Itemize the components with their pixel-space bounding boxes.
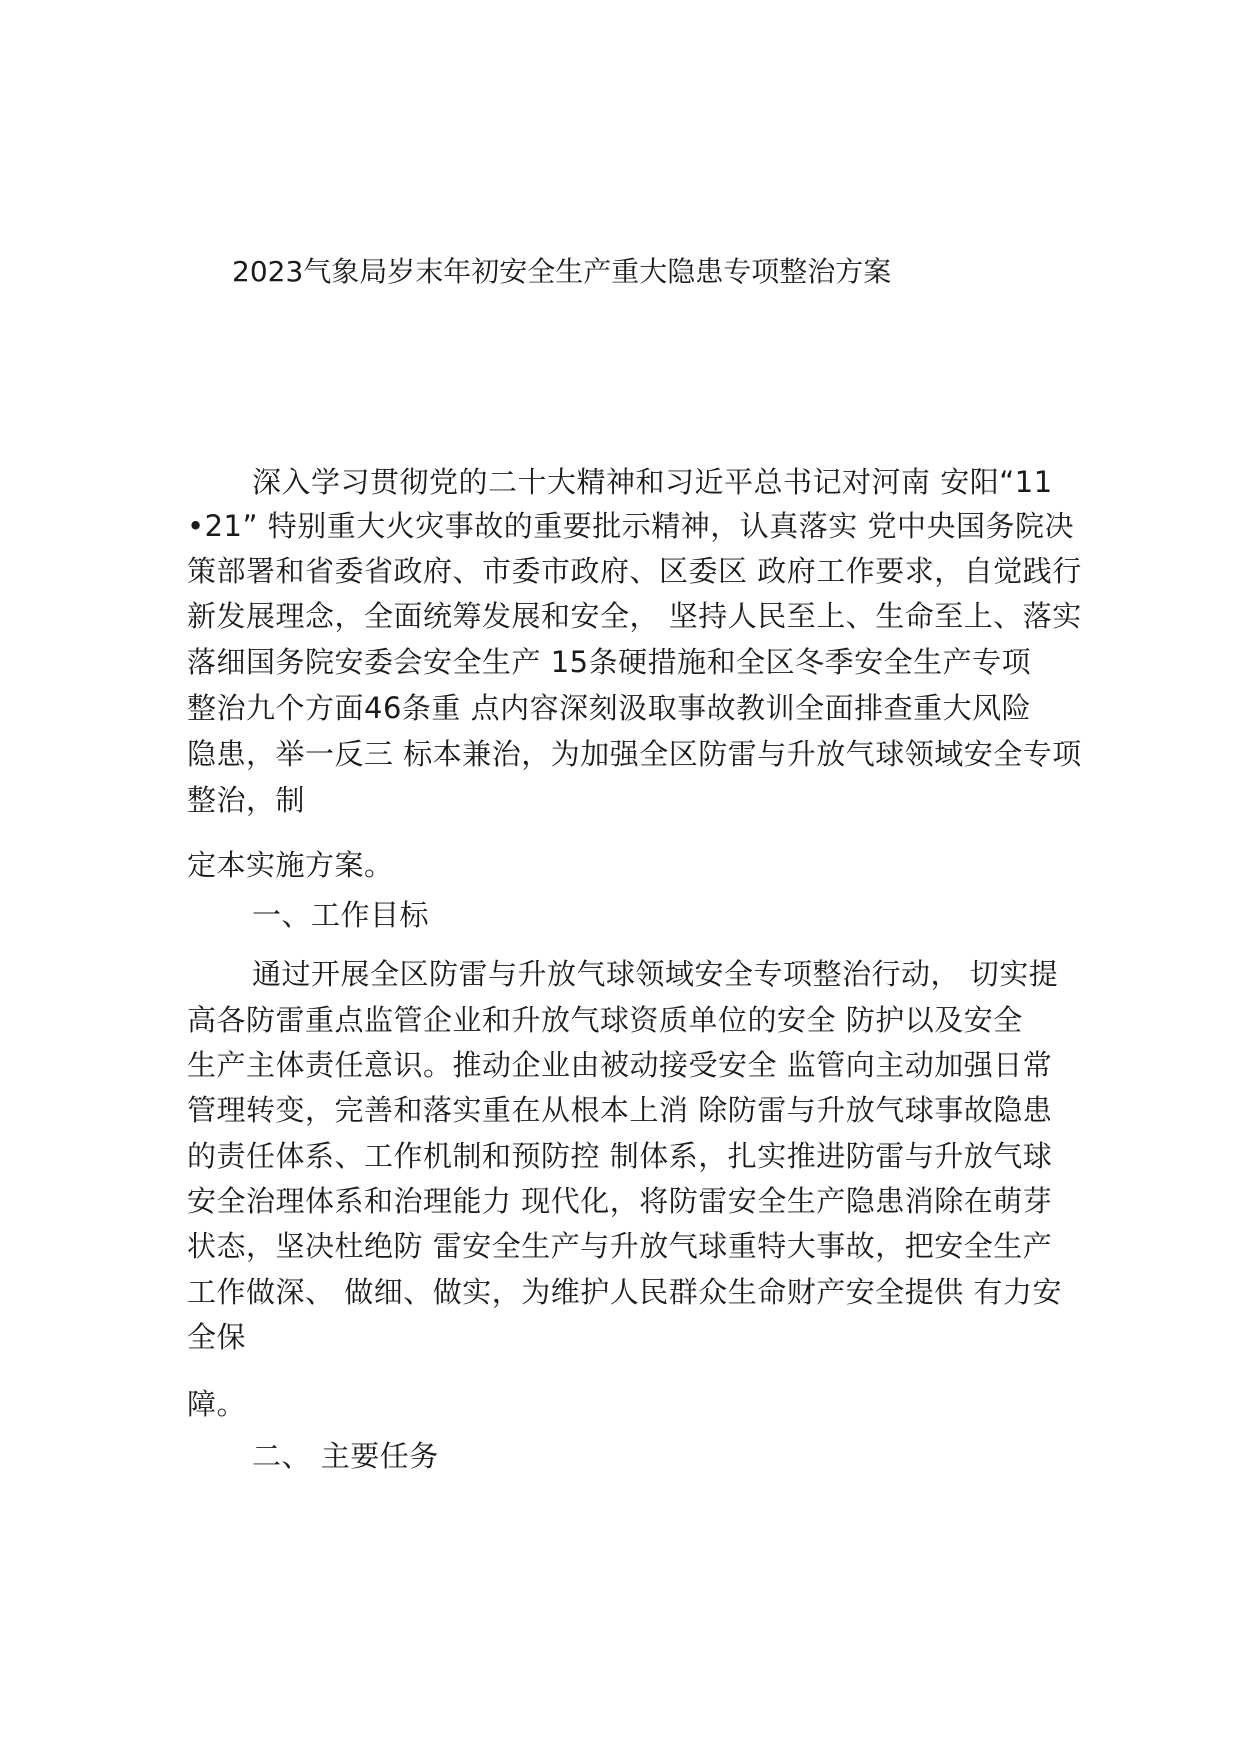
paragraph-2-line: 通过开展全区防雷与升放气球领域安全专项整治行动， 切实提 [252, 957, 1059, 991]
section-heading-2: 二、 主要任务 [252, 1439, 439, 1473]
paragraph-1-line: 整治，制 [187, 783, 306, 817]
paragraph-1-line: 策部署和省委省政府、市委市政府、区委区 政府工作要求，自觉践行 [187, 554, 1082, 588]
paragraph-2-line: 安全治理体系和治理能力 现代化，将防雷安全生产隐患消除在萌芽 [187, 1184, 1053, 1218]
paragraph-2-line: 工作做深、 做细、做实，为维护人民群众生命财产安全提供 有力安 [187, 1275, 1062, 1309]
paragraph-1-tail: 定本实施方案。 [187, 848, 394, 882]
paragraph-1-line: •21” 特别重大火灾事故的重要批示精神，认真落实 党中央国务院决 [187, 509, 1074, 543]
document-title: 2023气象局岁末年初安全生产重大隐患专项整治方案 [232, 255, 892, 288]
paragraph-2-line: 状态，坚决杜绝防 雷安全生产与升放气球重特大事故，把安全生产 [187, 1229, 1053, 1263]
paragraph-1-line: 隐患，举一反三 标本兼治，为加强全区防雷与升放气球领域安全专项 [187, 737, 1082, 771]
paragraph-1-line: 新发展理念，全面统筹发展和安全， 坚持人民至上、生命至上、落实 [187, 599, 1082, 633]
paragraph-2-line: 生产主体责任意识。推动企业由被动接受安全 监管向主动加强日常 [187, 1048, 1053, 1082]
paragraph-1-line: 深入学习贯彻党的二十大精神和习近平总书记对河南 安阳“11 [252, 465, 1053, 499]
paragraph-1-line: 整治九个方面46条重 点内容深刻汲取事故教训全面排查重大风险 [187, 691, 1032, 725]
paragraph-2-line: 高各防雷重点监管企业和升放气球资质单位的安全 防护以及安全 [187, 1003, 1023, 1037]
paragraph-2-line: 的责任体系、工作机制和预防控 制体系，扎实推进防雷与升放气球 [187, 1139, 1053, 1173]
paragraph-1-line: 落细国务院安委会安全生产 15条硬措施和全区冬季安全生产专项 [187, 645, 1032, 679]
section-heading-1: 一、工作目标 [252, 898, 430, 932]
paragraph-2-line: 管理转变，完善和落实重在从根本上消 除防雷与升放气球事故隐患 [187, 1093, 1053, 1127]
paragraph-2-line: 全保 [187, 1320, 247, 1354]
paragraph-2-tail: 障。 [187, 1387, 247, 1421]
